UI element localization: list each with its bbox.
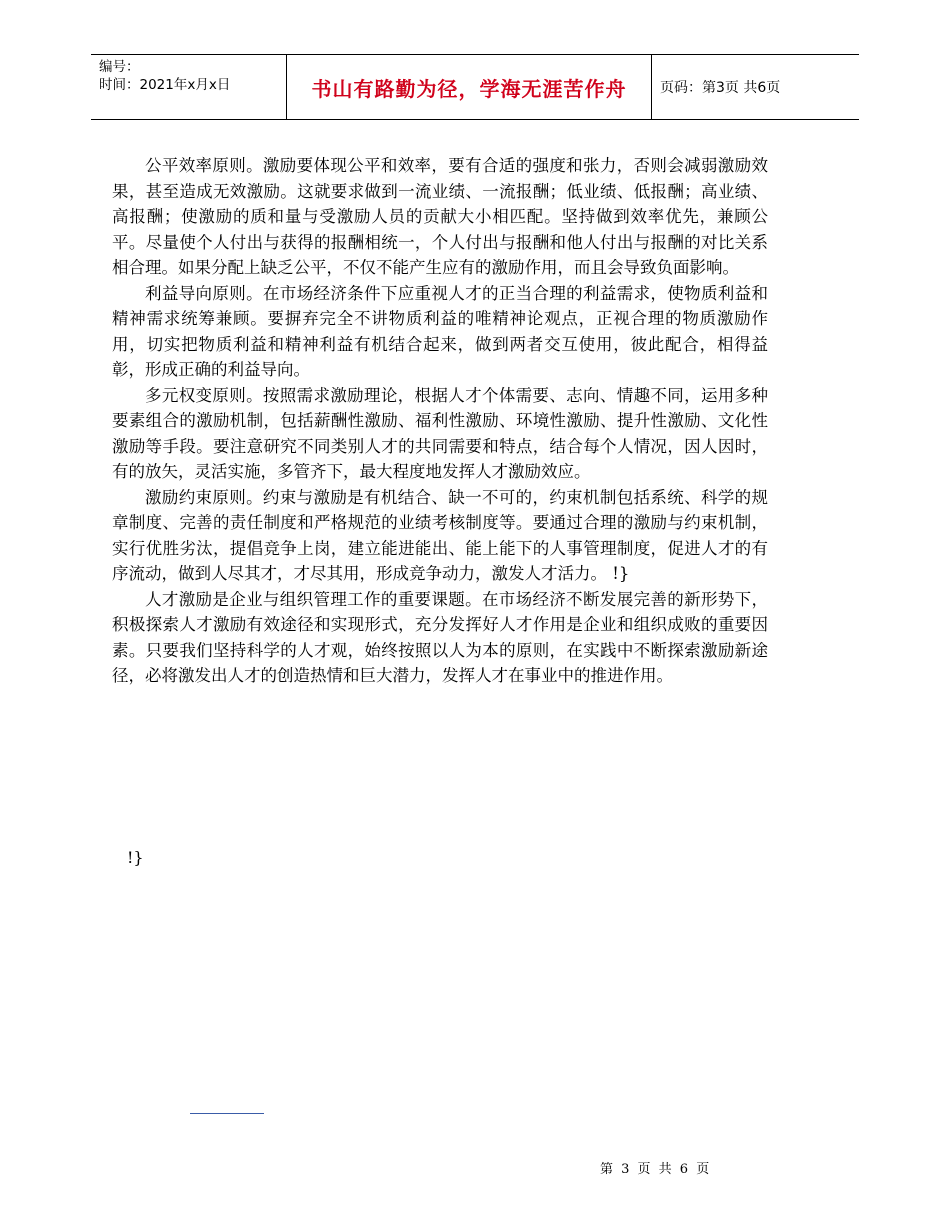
decorative-link-underline <box>190 1113 264 1114</box>
page-footer: 第 3 页 共 6 页 <box>600 1162 712 1177</box>
header-motto: 书山有路勤为径，学海无涯苦作舟 <box>286 55 652 119</box>
paragraph-conclusion: 人才激励是企业与组织管理工作的重要课题。在市场经济不断发展完善的新形势下，积极探索人才激励有效途径和实现形式，充分发挥好人才作用是企业和组织成败的重要因素。只要我们坚持科学的人才观，始终按照以人为本的原则，在实践中不断探索激励新途径，必将激发出人才的创造热情和巨大潜力，发挥人才在事业中的推进作用。 <box>112 589 768 685</box>
header-meta <box>91 55 286 119</box>
paragraph-diverse-contingency: 多元权变原则。按照需求激励理论，根据人才个体需要、志向、情趣不同，运用多种要素组合的激励机制，包括薪酬性激励、福利性激励、环境性激励、提升性激励、文化性激励等手段。要注意研究不同类别人才的共同需要和特点，结合每个人情况，因人因时，有的放矢，灵活实施，多管齐下，最大程度地发挥人才激励效应。 <box>112 385 768 481</box>
paragraph-incentive-constraint: 激励约束原则。约束与激励是有机结合、缺一不可的，约束机制包括系统、科学的规章制度、完善的责任制度和严格规范的业绩考核制度等。要通过合理的激励与约束机制，实行优胜劣汰，提倡竞争上岗，建立能进能出、能上能下的人事管理制度，促进人才的有序流动，做到人尽其才，才尽其用，形成竞争动力，激发人才活力。 !} <box>112 487 768 583</box>
header-page-number: 页码：第3页 共6页 <box>660 80 781 96</box>
stray-mark: !} <box>127 848 144 867</box>
document-time-label: 时间：2021年x月x日 <box>99 77 231 93</box>
document-body <box>112 153 768 689</box>
paragraph-interest-orientation: 利益导向原则。在市场经济条件下应重视人才的正当合理的利益需求，使物质利益和精神需求统筹兼顾。要摒弃完全不讲物质利益的唯精神论观点，正视合理的物质激励作用，切实把物质利益和精神利益有机结合起来，做到两者交互使用，彼此配合，相得益彰，形成正确的利益导向。 <box>112 283 768 379</box>
paragraph-fairness-efficiency: 公平效率原则。激励要体现公平和效率，要有合适的强度和张力，否则会减弱激励效果，甚至造成无效激励。这就要求做到一流业绩、一流报酬；低业绩、低报酬；高业绩、高报酬；使激励的质和量与受激励人员的贡献大小相匹配。坚持做到效率优先，兼顾公平。尽量使个人付出与获得的报酬相统一，个人付出与报酬和他人付出与报酬的对比关系相合理。如果分配上缺乏公平，不仅不能产生应有的激励作用，而且会导致负面影响。 <box>112 156 768 277</box>
page-header <box>91 54 859 120</box>
document-number-label: 编号： <box>99 59 140 75</box>
